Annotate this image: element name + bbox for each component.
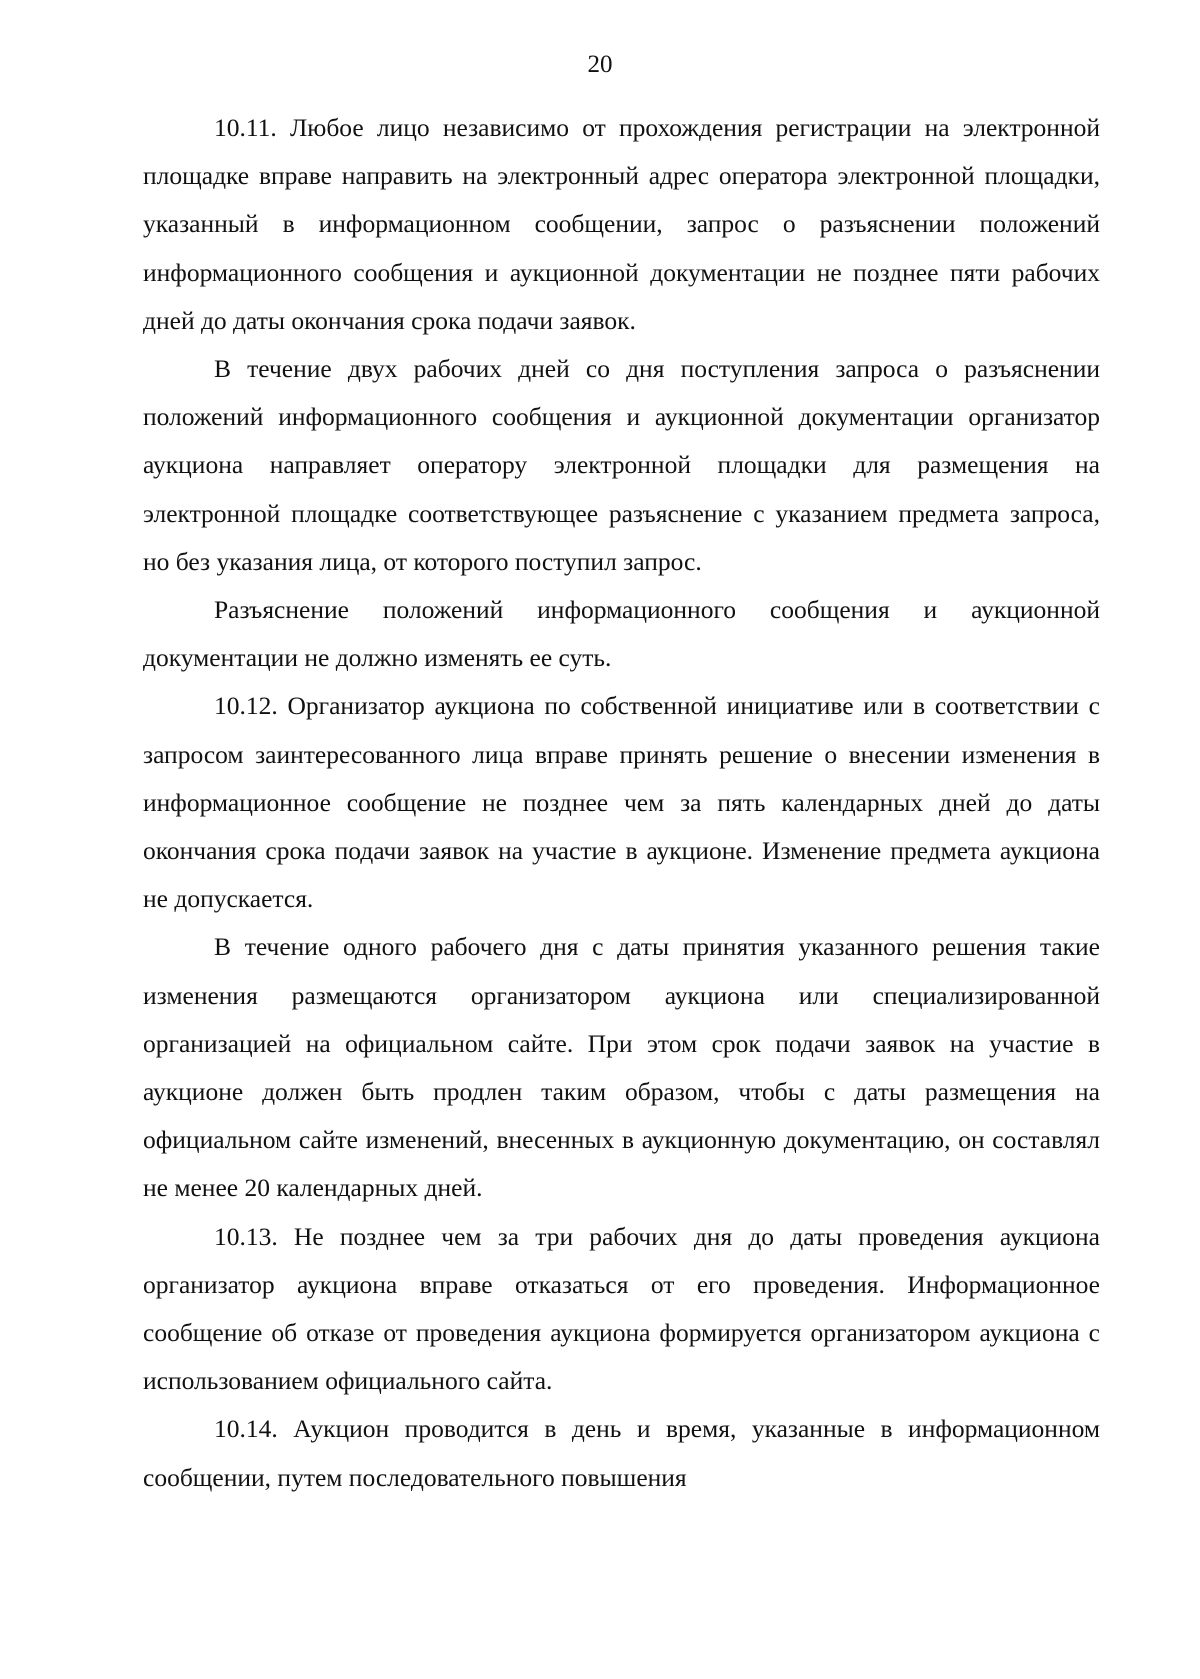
paragraph-changes-publication: В течение одного рабочего дня с даты принятия указанного решения такие изменения размещаются организатором аукциона или специализированной организацией на официальном сайте. При этом срок подачи заявок на участие в аукционе должен быть продлен таким образом, чтобы с даты размещения на официальном сайте изменений, внесенных в аукционную документацию, он составлял не менее 20 календарных дней. [143, 932, 1100, 1203]
paragraph-clarification-scope: Разъяснение положений информационного сообщения и аукционной документации не должно изменять ее суть. [143, 595, 1100, 673]
paragraph-clarification-deadline: В течение двух рабочих дней со дня поступления запроса о разъяснении положений информационного сообщения и аукционной документации организатор аукциона направляет оператору электронной площадки для размещения на электронной площадке соответствующее разъяснение с указанием предмета запроса, но без указания лица, от которого поступил запрос. [143, 354, 1100, 576]
page-number: 20 [587, 51, 613, 78]
paragraph-10-12: 10.12. Организатор аукциона по собственной инициативе или в соответствии с запросом заинтересованного лица вправе принять решение о внесении изменения в информационное сообщение не позднее чем за пять календарных дней до даты окончания срока подачи заявок на участие в аукционе. Изменение предмета аукциона не допускается. [143, 691, 1100, 914]
document-body [143, 104, 1100, 1502]
paragraph-10-11: 10.11. Любое лицо независимо от прохождения регистрации на электронной площадке вправе направить на электронный адрес оператора электронной площадки, указанный в информационном сообщении, запрос о разъяснении положений информационного сообщения и аукционной документации не позднее пяти рабочих дней до даты окончания срока подачи заявок. [143, 113, 1100, 335]
paragraph-10-13: 10.13. Не позднее чем за три рабочих дня до даты проведения аукциона организатор аукциона вправе отказаться от его проведения. Информационное сообщение об отказе от проведения аукциона формируется организатором аукциона с использованием официального сайта. [143, 1221, 1100, 1396]
paragraph-10-14: 10.14. Аукцион проводится в день и время, указанные в информационном сообщении, путем последовательного повышения [143, 1414, 1100, 1492]
